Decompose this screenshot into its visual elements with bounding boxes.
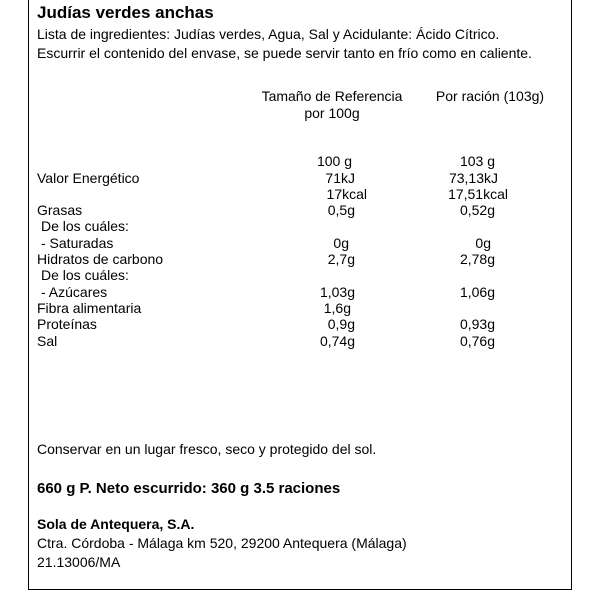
nutrient-ref-value: 1,03g <box>319 284 355 300</box>
company-address: Ctra. Córdoba - Málaga km 520, 29200 Antequera (Málaga) <box>37 535 407 551</box>
reference-size-header-line1: Tamaño de Referencia <box>261 88 403 104</box>
nutrient-sublabel: - Saturadas <box>41 235 114 251</box>
serving-instructions: Escurrir el contenido del envase, se puede servir tanto en frío como en caliente. <box>37 45 532 61</box>
nutrient-ref-value: 0,5g <box>327 202 355 218</box>
registry-number: 21.13006/MA <box>37 554 121 570</box>
storage-instructions: Conservar en un lugar fresco, seco y protegido del sol. <box>37 441 377 457</box>
nutrient-ref-value: 2,7g <box>327 251 355 267</box>
company-name: Sola de Antequera, S.A. <box>37 516 195 532</box>
nutrient-portion-value: 73,13kJ <box>448 170 498 186</box>
reference-size-header-line2: por 100g <box>304 105 360 121</box>
nutrient-ref-value: 17kcal <box>326 186 367 202</box>
nutrient-sublabel: De los cuáles: <box>41 218 129 234</box>
nutrient-portion-value: 0,93g <box>459 316 495 332</box>
nutrient-portion-value: 0,52g <box>459 202 495 218</box>
nutrient-label: Valor Energético <box>37 170 140 186</box>
nutrient-label: Proteínas <box>37 316 97 332</box>
nutrient-portion-value: 0g <box>475 235 491 251</box>
nutrient-ref-value: 0,9g <box>327 316 355 332</box>
nutrient-portion-value: 2,78g <box>459 251 495 267</box>
product-title: Judías verdes anchas <box>37 3 214 22</box>
nutrient-sublabel: - Azúcares <box>41 284 108 300</box>
nutrient-sublabel: De los cuáles: <box>41 267 129 283</box>
reference-amount: 100 g <box>316 153 352 169</box>
nutrient-ref-value: 0,74g <box>319 333 355 349</box>
nutrient-label: Hidratos de carbono <box>37 251 164 267</box>
nutrient-label: Sal <box>37 333 58 349</box>
portion-amount: 103 g <box>459 153 495 169</box>
nutrient-portion-value: 0,76g <box>459 333 495 349</box>
nutrient-ref-value: 0g <box>333 235 349 251</box>
nutrient-portion-value: 1,06g <box>459 284 495 300</box>
nutrient-label: Fibra alimentaria <box>37 300 142 316</box>
nutrient-portion-value: 17,51kcal <box>448 186 508 202</box>
ingredients-list: Lista de ingredientes: Judías verdes, Agua, Sal y Acidulante: Ácido Cítrico. <box>37 26 500 42</box>
nutrient-ref-value: 71kJ <box>325 170 355 186</box>
portion-header: Por ración (103g) <box>435 88 545 104</box>
nutrient-ref-value: 1,6g <box>323 300 351 316</box>
nutrient-label: Grasas <box>37 202 83 218</box>
net-weight-info: 660 g P. Neto escurrido: 360 g 3.5 raciones <box>37 480 341 497</box>
